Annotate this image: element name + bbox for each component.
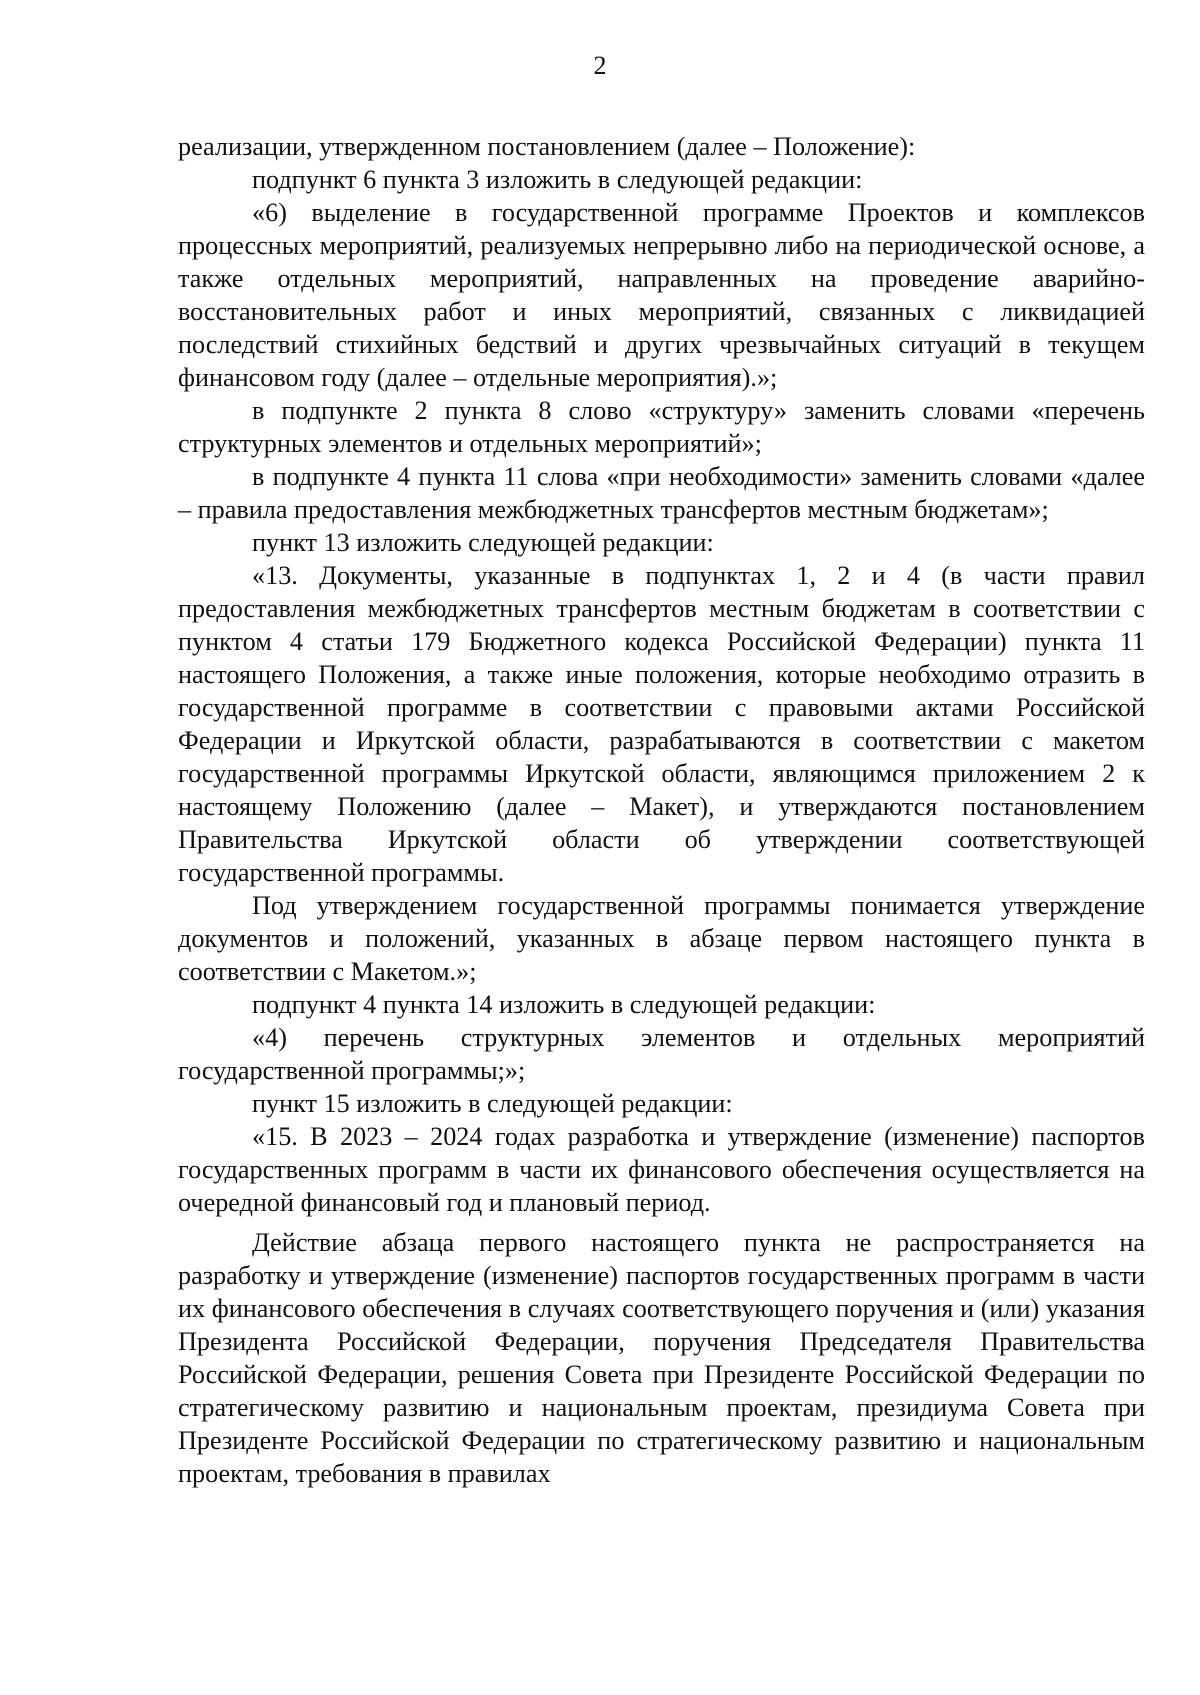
document-body [178,130,1145,1490]
paragraph: пункт 15 изложить в следующей редакции: [252,1089,733,1118]
paragraph: Действие абзаца первого настоящего пункта не распространяется на разработку и утверждение (изменение) паспортов государственных программ в части их финансового обеспечения в случаях соответствующего поручения и (или) указания Президента Российской Федерации, поручения Председателя Правительства Российской Федерации, решения Совета при Президенте Российской Федерации по стратегическому развитию и национальным проектам, президиума Совета при Президенте Российской Федерации по стратегическому развитию и национальным проектам, требования в правилах [178,1228,1145,1488]
paragraph: «6) выделение в государственной программе Проектов и комплексов процессных мероприятий, реализуемых непрерывно либо на периодической основе, а также отдельных мероприятий, направленных на проведение аварийно-восстановительных работ и иных мероприятий, связанных с ликвидацией последствий стихийных бедствий и других чрезвычайных ситуаций в текущем финансовом году (далее – отдельные мероприятия).»; [178,198,1145,392]
paragraph: подпункт 6 пункта 3 изложить в следующей редакции: [252,165,863,194]
paragraph: «13. Документы, указанные в подпунктах 1, 2 и 4 (в части правил предоставления межбюджетных трансфертов местным бюджетам в соответствии с пунктом 4 статьи 179 Бюджетного кодекса Российской Федерации) пункта 11 настоящего Положения, а также иные положения, которые необходимо отразить в государственной программе в соответствии с правовыми актами Российской Федерации и Иркутской области, разрабатываются в соответствии с макетом государственной программы Иркутской области, являющимся приложением 2 к настоящему Положению (далее – Макет), и утверждаются постановлением Правительства Иркутской области об утверждении соответствующей государственной программы. [178,561,1145,887]
paragraph: пункт 13 изложить следующей редакции: [252,528,714,557]
page-number: 2 [593,51,607,80]
paragraph: в подпункте 4 пункта 11 слова «при необходимости» заменить словами «далее – правила предоставления межбюджетных трансфертов местным бюджетам»; [178,462,1145,524]
paragraph: в подпункте 2 пункта 8 слово «структуру» заменить словами «перечень структурных элементов и отдельных мероприятий»; [178,396,1145,458]
paragraph: Под утверждением государственной программы понимается утверждение документов и положений, указанных в абзаце первом настоящего пункта в соответствии с Макетом.»; [178,891,1145,986]
paragraph: подпункт 4 пункта 14 изложить в следующей редакции: [252,990,876,1019]
paragraph: «4) перечень структурных элементов и отдельных мероприятий государственной программы;»; [178,1023,1145,1085]
paragraph: «15. В 2023 – 2024 годах разработка и утверждение (изменение) паспортов государственных программ в части их финансового обеспечения осуществляется на очередной финансовый год и плановый период. [178,1122,1145,1217]
paragraph: реализации, утвержденном постановлением (далее – Положение): [178,132,916,161]
